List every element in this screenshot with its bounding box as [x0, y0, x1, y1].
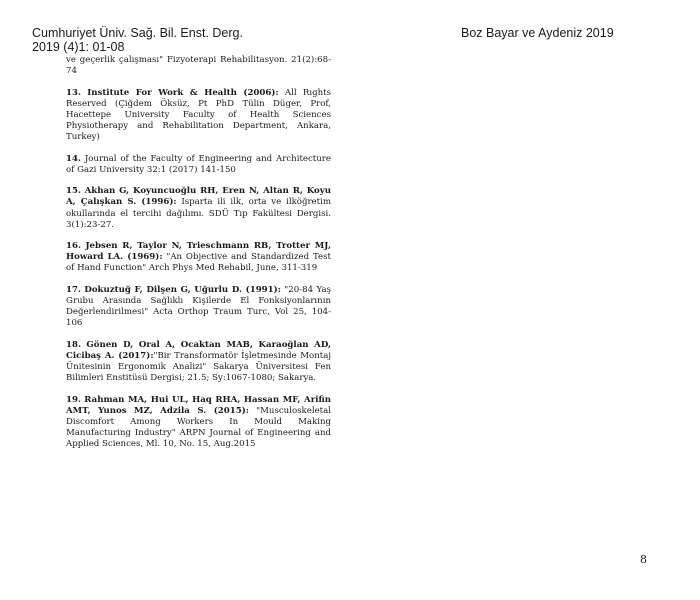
reference-item — [66, 241, 331, 274]
reference-item — [66, 285, 331, 329]
reference-text: Journal of the Faculty of Engineering and Architecture of Gazi University 32:1 (2017) 141-150 — [66, 153, 331, 175]
reference-authors: Gönen D, Oral A, Ocaktan MAB, Karaoğlan AD, Cicibaş A. (2017): — [66, 339, 331, 361]
reference-text: "Bir Transformatör İşletmesinde Montaj Ünitesinin Ergonomik Analizi" Sakarya Üniversitesi Fen Bilimleri Enstitüsü Dergisi; 21.5; Sy:1067-1080; Sakarya. — [66, 350, 331, 384]
reference-text: "An Objective and Standardized Test of Hand Function" Arch Phys Med Rehabil, June, 311-319 — [66, 252, 332, 274]
reference-number: 13. — [66, 87, 81, 98]
reference-number: 18. — [66, 339, 81, 350]
reference-item — [66, 186, 331, 230]
reference-item — [66, 88, 331, 143]
reference-number: 17. — [66, 285, 81, 295]
reference-number: 19. — [66, 394, 81, 405]
journal-issue: 2019 (4)1: 01-08 — [32, 40, 125, 54]
reference-number: 14. — [66, 153, 81, 164]
reference-authors: Jebsen R, Taylor N, Trieschmann RB, Trotter MJ, Howard LA. (1969): — [66, 241, 332, 263]
reference-text: "Musculoskeletal Discomfort Among Workers In Mould Making Manufacturing Industry" ARPN Journal of Engineering and Applied Sciences, Ml. 10, No. 15, Aug.2015 — [66, 405, 331, 450]
reference-text: "20-84 Yaş Grubu Arasında Sağlıklı Kişilerde El Fonksiyonlarının Değerlendirilmesi" Acta Orthop Traum Turc, Vol 25, 104-106 — [66, 285, 331, 329]
reference-number: 15. — [66, 186, 81, 197]
journal-title: Cumhuriyet Üniv. Sağ. Bil. Enst. Derg. — [32, 26, 243, 40]
reference-item — [66, 154, 331, 176]
journal-header — [32, 26, 243, 54]
author-header: Boz Bayar ve Aydeniz 2019 — [461, 26, 614, 40]
reference-item — [66, 340, 331, 384]
reference-item — [66, 395, 331, 450]
reference-authors: Akhan G, Koyuncuoğlu RH, Eren N, Altan R, Koyu A, Çalışkan S. (1996): — [66, 186, 331, 208]
reference-number: 16. — [66, 241, 81, 252]
reference-text: ve geçerlik çalışması" Fizyoterapi Rehabilitasyon. 21(2):68-74 — [66, 55, 331, 77]
reference-text: Isparta ili ilk, orta ve ilköğretim okullarında el tercihi dağılımı. SDÜ Tıp Fakültesi Dergisi. 3(1):23-27. — [66, 197, 331, 230]
reference-list — [66, 55, 331, 461]
reference-authors: Rahman MA, Hui UL, Haq RHA, Hassan MF, Arifin AMT, Yunos MZ, Adzila S. (2015): — [66, 394, 331, 416]
page-number: 8 — [640, 553, 647, 566]
reference-authors: Dokuztuğ F, Dilşen G, Uğurlu D. (1991): — [84, 285, 281, 295]
reference-item — [66, 55, 331, 77]
reference-authors: Institute For Work & Health (2006): — [87, 87, 279, 98]
reference-text: All Rıghts Reserved (Çiğdem Öksüz, Pt PhD Tülin Düger, Prof, Hacettepe University Faculty of Health Sciences Physiotherapy and Rehabilitation Department, Ankara, Turkey) — [66, 87, 331, 143]
